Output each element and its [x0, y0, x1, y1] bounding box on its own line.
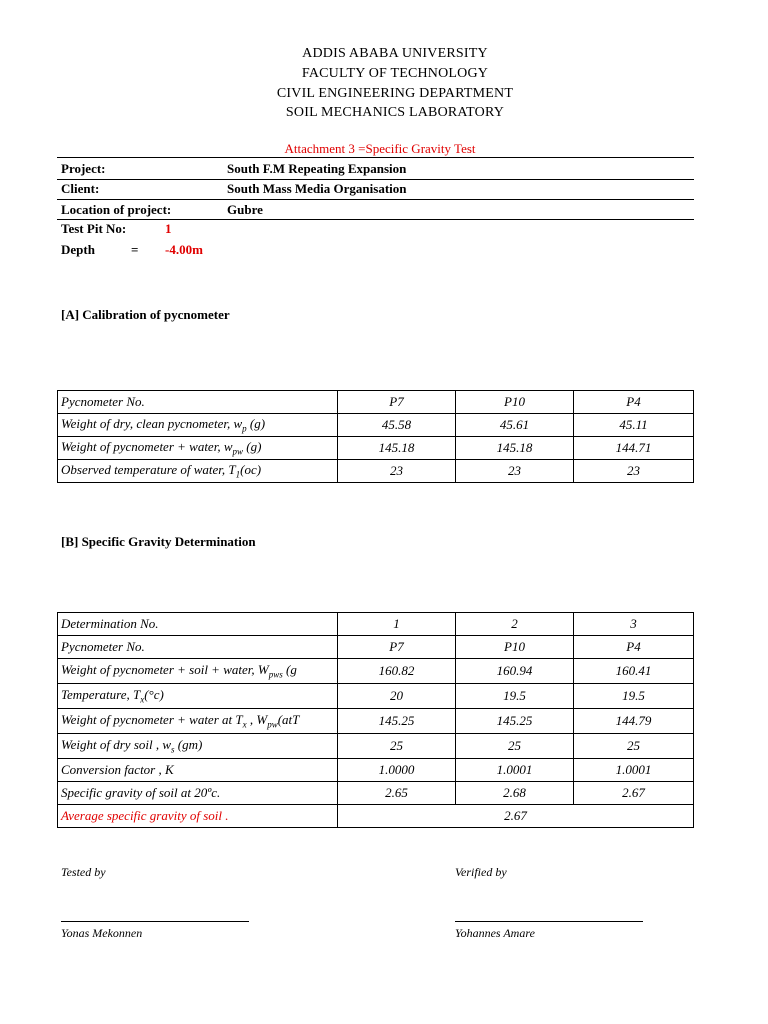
row-label-text: Weight of pycnometer + water at T	[61, 712, 243, 728]
verified-by-name: Yohannes Amare	[455, 926, 535, 940]
cell-value: 1.0000	[338, 759, 456, 782]
project-label: Project:	[61, 161, 106, 176]
cell-value: P7	[338, 636, 456, 659]
table-row	[58, 684, 694, 709]
cell-value: P10	[456, 636, 574, 659]
cell-value: 2.65	[338, 782, 456, 805]
row-label	[58, 734, 338, 759]
table-row	[58, 759, 694, 782]
divider	[57, 199, 694, 200]
divider	[57, 179, 694, 180]
table-row	[58, 636, 694, 659]
table-row	[58, 391, 694, 414]
cell-value: 23	[338, 460, 456, 483]
testpit-value: 1	[165, 221, 172, 236]
row-label-tail: (gm)	[174, 737, 203, 753]
cell-value: 144.79	[574, 709, 694, 734]
tested-by-label: Tested by	[61, 865, 106, 879]
cell-value: 2.68	[456, 782, 574, 805]
divider	[57, 157, 694, 158]
row-label-sub: s	[171, 744, 175, 755]
row-label-sub: pw	[267, 719, 278, 730]
table-row	[58, 414, 694, 437]
cell-value: 145.25	[338, 709, 456, 734]
cell-value: P4	[574, 636, 694, 659]
row-label-tail: , W	[246, 712, 268, 728]
cell-value: 160.82	[338, 659, 456, 684]
row-label	[58, 414, 338, 437]
section-b-title: [B] Specific Gravity Determination	[61, 534, 256, 549]
row-label-tail: (°c)	[144, 687, 164, 703]
calibration-table	[57, 390, 694, 483]
tested-by-name: Yonas Mekonnen	[61, 926, 143, 940]
row-label-sub: pws	[268, 669, 283, 680]
row-label	[58, 659, 338, 684]
row-label-text: Observed temperature of water, T	[61, 462, 236, 478]
cell-value: 45.11	[574, 414, 694, 437]
depth-equals: =	[131, 242, 139, 257]
cell-value: 25	[574, 734, 694, 759]
cell-value: 45.61	[456, 414, 574, 437]
table-row	[58, 782, 694, 805]
row-label-sub: p	[242, 423, 247, 434]
cell-value: 1.0001	[574, 759, 694, 782]
faculty-title: FACULTY OF TECHNOLOGY	[301, 66, 489, 81]
table-row	[58, 805, 694, 828]
row-label: Specific gravity of soil at 20ºc.	[58, 782, 338, 805]
row-label-sub: x	[242, 719, 247, 730]
row-label: Pycnometer No.	[58, 636, 338, 659]
row-label-sub: 1	[235, 469, 241, 480]
cell-value: 45.58	[338, 414, 456, 437]
location-value: Gubre	[227, 202, 263, 217]
cell-value: P4	[574, 391, 694, 414]
testpit-label: Test Pit No:	[61, 221, 127, 236]
cell-value: 145.18	[338, 437, 456, 460]
depth-value: -4.00m	[165, 242, 203, 257]
row-label-text: Weight of dry soil , w	[61, 737, 172, 753]
row-label-sub: pw	[232, 446, 244, 457]
cell-value: 145.25	[456, 709, 574, 734]
cell-value: 19.5	[456, 684, 574, 709]
divider	[57, 219, 694, 220]
project-value: South F.M Repeating Expansion	[227, 161, 407, 176]
cell-value: 19.5	[574, 684, 694, 709]
signature-line	[61, 921, 249, 922]
cell-value: 23	[456, 460, 574, 483]
table-row	[58, 460, 694, 483]
row-label-text: Weight of dry, clean pycnometer, w	[61, 416, 243, 432]
row-label-tail: (g	[282, 662, 297, 678]
university-title: ADDIS ABABA UNIVERSITY	[302, 46, 488, 61]
row-label	[58, 460, 338, 483]
cell-value: 20	[338, 684, 456, 709]
cell-value: 1.0001	[456, 759, 574, 782]
cell-value: 160.94	[456, 659, 574, 684]
row-label: Conversion factor , K	[58, 759, 338, 782]
average-label: Average specific gravity of soil .	[58, 805, 338, 828]
table-row	[58, 659, 694, 684]
cell-value: P7	[338, 391, 456, 414]
table-row	[58, 734, 694, 759]
table-row	[58, 709, 694, 734]
row-label-tail: (atT	[277, 712, 300, 728]
table-row	[58, 437, 694, 460]
cell-value: 25	[338, 734, 456, 759]
cell-value: P10	[456, 391, 574, 414]
cell-value: 145.18	[456, 437, 574, 460]
row-label: Pycnometer No.	[58, 391, 338, 414]
row-label-text: Temperature, T	[61, 687, 141, 703]
cell-value: 23	[574, 460, 694, 483]
cell-value: 25	[456, 734, 574, 759]
row-label-tail: (g)	[243, 439, 262, 455]
row-label-text: Weight of pycnometer + soil + water, W	[61, 662, 269, 678]
client-label: Client:	[61, 181, 100, 196]
laboratory-title: SOIL MECHANICS LABORATORY	[285, 105, 505, 120]
row-label-text: Weight of pycnometer + water, w	[61, 439, 233, 455]
cell-value: 3	[574, 613, 694, 636]
cell-value: 144.71	[574, 437, 694, 460]
signature-line	[455, 921, 643, 922]
row-label	[58, 709, 338, 734]
cell-value: 2	[456, 613, 574, 636]
cell-value: 160.41	[574, 659, 694, 684]
row-label: Determination No.	[58, 613, 338, 636]
location-label: Location of project:	[61, 202, 172, 217]
average-value: 2.67	[338, 805, 694, 828]
section-a-title: [A] Calibration of pycnometer	[61, 307, 230, 322]
table-row	[58, 613, 694, 636]
depth-label: Depth	[61, 242, 95, 257]
row-label-sub: x	[140, 694, 145, 705]
row-label-tail: (oc)	[240, 462, 262, 478]
row-label	[58, 684, 338, 709]
specific-gravity-table	[57, 612, 694, 828]
row-label	[58, 437, 338, 460]
row-label-tail: (g)	[246, 416, 266, 432]
attachment-title: Attachment 3 =Specific Gravity Test	[284, 141, 476, 156]
verified-by-label: Verified by	[455, 865, 507, 879]
client-value: South Mass Media Organisation	[227, 181, 407, 196]
cell-value: 1	[338, 613, 456, 636]
cell-value: 2.67	[574, 782, 694, 805]
department-title: CIVIL ENGINEERING DEPARTMENT	[276, 86, 514, 101]
